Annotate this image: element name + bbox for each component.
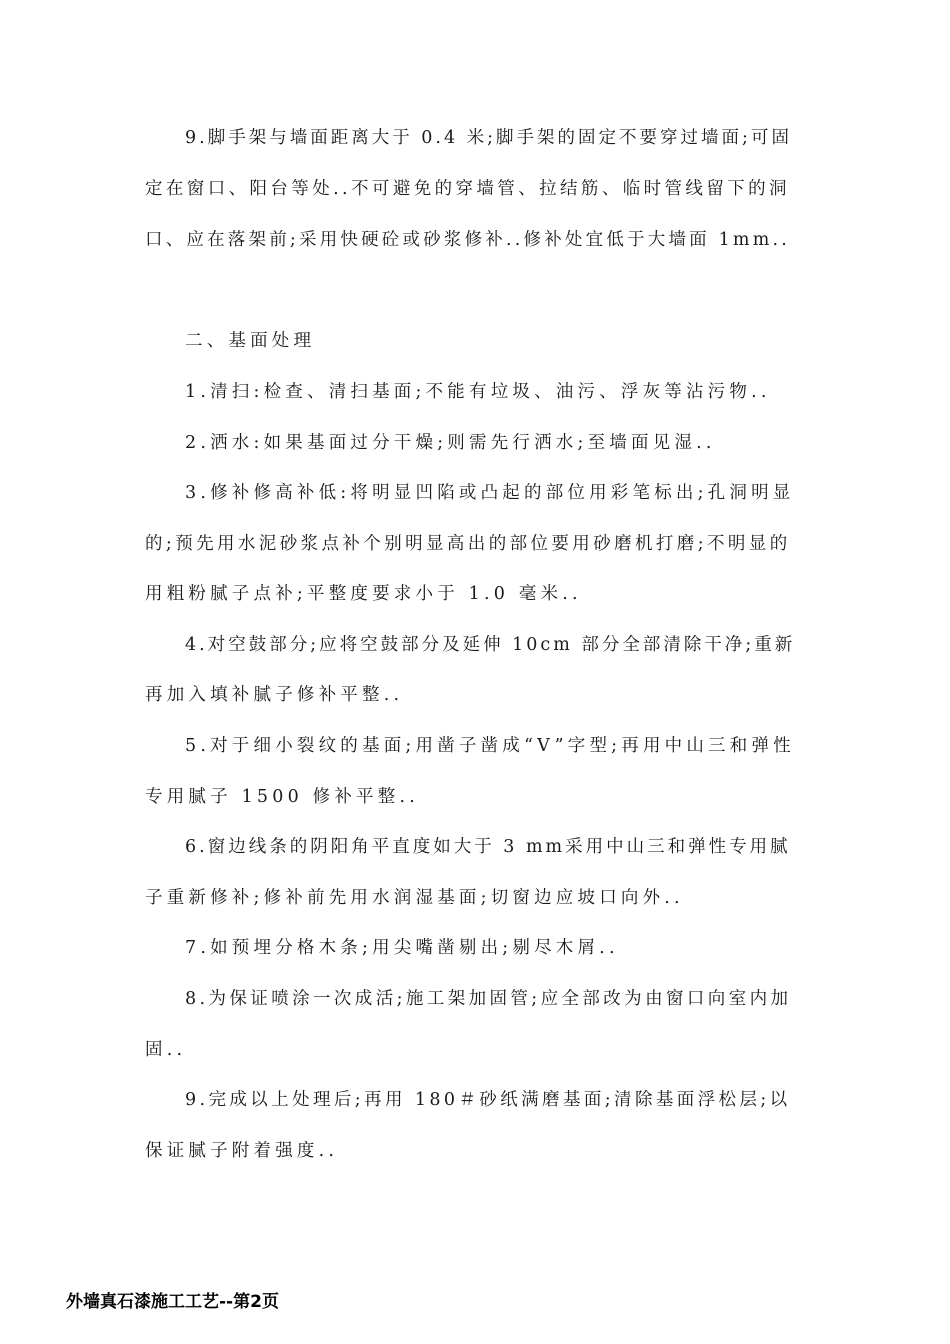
paragraph-line: 1.清扫:检查、清扫基面;不能有垃圾、油污、浮灰等沾污物..: [185, 382, 771, 402]
paragraph-line: 专用腻子 1500 修补平整..: [145, 787, 419, 807]
paragraph-line: 用粗粉腻子点补;平整度要求小于 1.0 毫米..: [145, 584, 582, 604]
paragraph-line: 5.对于细小裂纹的基面;用凿子凿成“V”字型;再用中山三和弹性: [185, 736, 795, 756]
paragraph-line: 定在窗口、阳台等处..不可避免的穿墙管、拉结筋、临时管线留下的洞: [145, 179, 790, 199]
paragraph-line: 8.为保证喷涂一次成活;施工架加固管;应全部改为由窗口向室内加: [185, 989, 792, 1009]
paragraph-line: 保证腻子附着强度..: [145, 1141, 339, 1161]
paragraph-line: 的;预先用水泥砂浆点补个别明显高出的部位要用砂磨机打磨;不明显的: [145, 534, 791, 554]
section-heading: 二、基面处理: [185, 331, 316, 351]
paragraph-line: 9.完成以上处理后;再用 180＃砂纸满磨基面;清除基面浮松层;以: [185, 1090, 791, 1110]
paragraph-line: 固..: [145, 1040, 187, 1060]
paragraph-line: 口、应在落架前;采用快硬砼或砂浆修补..修补处宜低于大墙面 1mm..: [145, 230, 791, 250]
paragraph-line: 3.修补修高补低:将明显凹陷或凸起的部位用彩笔标出;孔洞明显: [185, 483, 795, 503]
paragraph-line: 9.脚手架与墙面距离大于 0.4 米;脚手架的固定不要穿过墙面;可固: [185, 128, 792, 148]
paragraph-line: 再加入填补腻子修补平整..: [145, 685, 404, 705]
paragraph-line: 2.洒水:如果基面过分干燥;则需先行洒水;至墙面见湿..: [185, 433, 716, 453]
paragraph-line: 子重新修补;修补前先用水润湿基面;切窗边应坡口向外..: [145, 888, 684, 908]
page-footer: 外墙真石漆施工工艺--第2页: [66, 1292, 279, 1312]
paragraph-line: 7.如预埋分格木条;用尖嘴凿剔出;剔尽木屑..: [185, 938, 619, 958]
paragraph-line: 6.窗边线条的阴阳角平直度如大于 3 mm采用中山三和弹性专用腻: [185, 837, 791, 857]
paragraph-line: 4.对空鼓部分;应将空鼓部分及延伸 10cm 部分全部清除干净;重新: [185, 635, 796, 655]
